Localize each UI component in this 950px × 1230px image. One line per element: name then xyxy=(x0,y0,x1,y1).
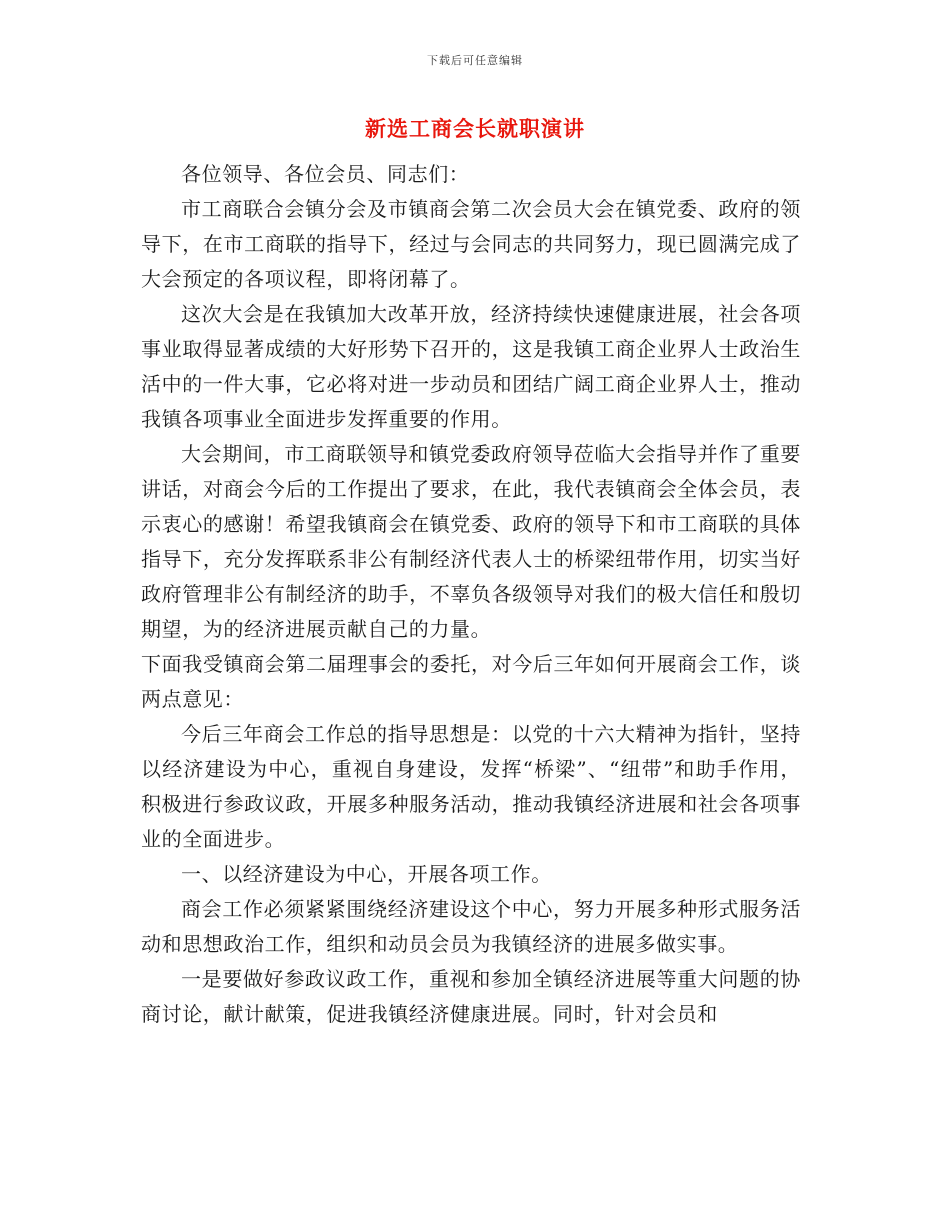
document-body xyxy=(141,157,801,1032)
paragraph-thanks: 大会期间，市工商联领导和镇党委政府领导莅临大会指导并作了重要讲话，对商会今后的工作提出了要求，在此，我代表镇商会全体会员，表示衷心的感谢！希望我镇商会在镇党委、政府的领导下和市工商联的具体指导下，充分发挥联系非公有制经济代表人士的桥梁纽带作用，切实当好政府管理非公有制经济的助手，不辜负各级领导对我们的极大信任和殷切期望，为的经济进展贡献自己的力量。 xyxy=(141,442,801,641)
paragraph-significance: 这次大会是在我镇加大改革开放，经济持续快速健康进展，社会各项事业取得显著成绩的大好形势下召开的，这是我镇工商企业界人士政治生活中的一件大事，它必将对进一步动员和团结广阔工商企业界人士，推动我镇各项事业全面进步发挥重要的作用。 xyxy=(141,302,801,431)
document-title: 新选工商会长就职演讲 xyxy=(365,116,585,141)
paragraph-salutation: 各位领导、各位会员、同志们： xyxy=(181,162,470,186)
paragraph-point-one: 一是要做好参政议政工作，重视和参加全镇经济进展等重大问题的协商讨论，献计献策，促进我镇经济健康进展。同时，针对会员和 xyxy=(141,967,801,1026)
page-header-note: 下载后可任意编辑 xyxy=(427,54,523,67)
paragraph-guiding-thought: 今后三年商会工作总的指导思想是：以党的十六大精神为指针，坚持以经济建设为中心，重视自身建设，发挥“桥梁”、“纽带”和助手作用，积极进行参政议政，开展多种服务活动，推动我镇经济进展和社会各项事业的全面进步。 xyxy=(141,722,801,851)
paragraph-economic-focus: 商会工作必须紧紧围绕经济建设这个中心，努力开展多种形式服务活动和思想政治工作，组织和动员会员为我镇经济的进展多做实事。 xyxy=(141,897,801,956)
paragraph-intro-opinions: 下面我受镇商会第二届理事会的委托，对今后三年如何开展商会工作，谈两点意见： xyxy=(141,652,801,711)
paragraph-opening: 市工商联合会镇分会及市镇商会第二次会员大会在镇党委、政府的领导下，在市工商联的指导下，经过与会同志的共同努力，现已圆满完成了大会预定的各项议程，即将闭幕了。 xyxy=(141,197,801,291)
paragraph-section-heading: 一、以经济建设为中心，开展各项工作。 xyxy=(181,862,552,886)
